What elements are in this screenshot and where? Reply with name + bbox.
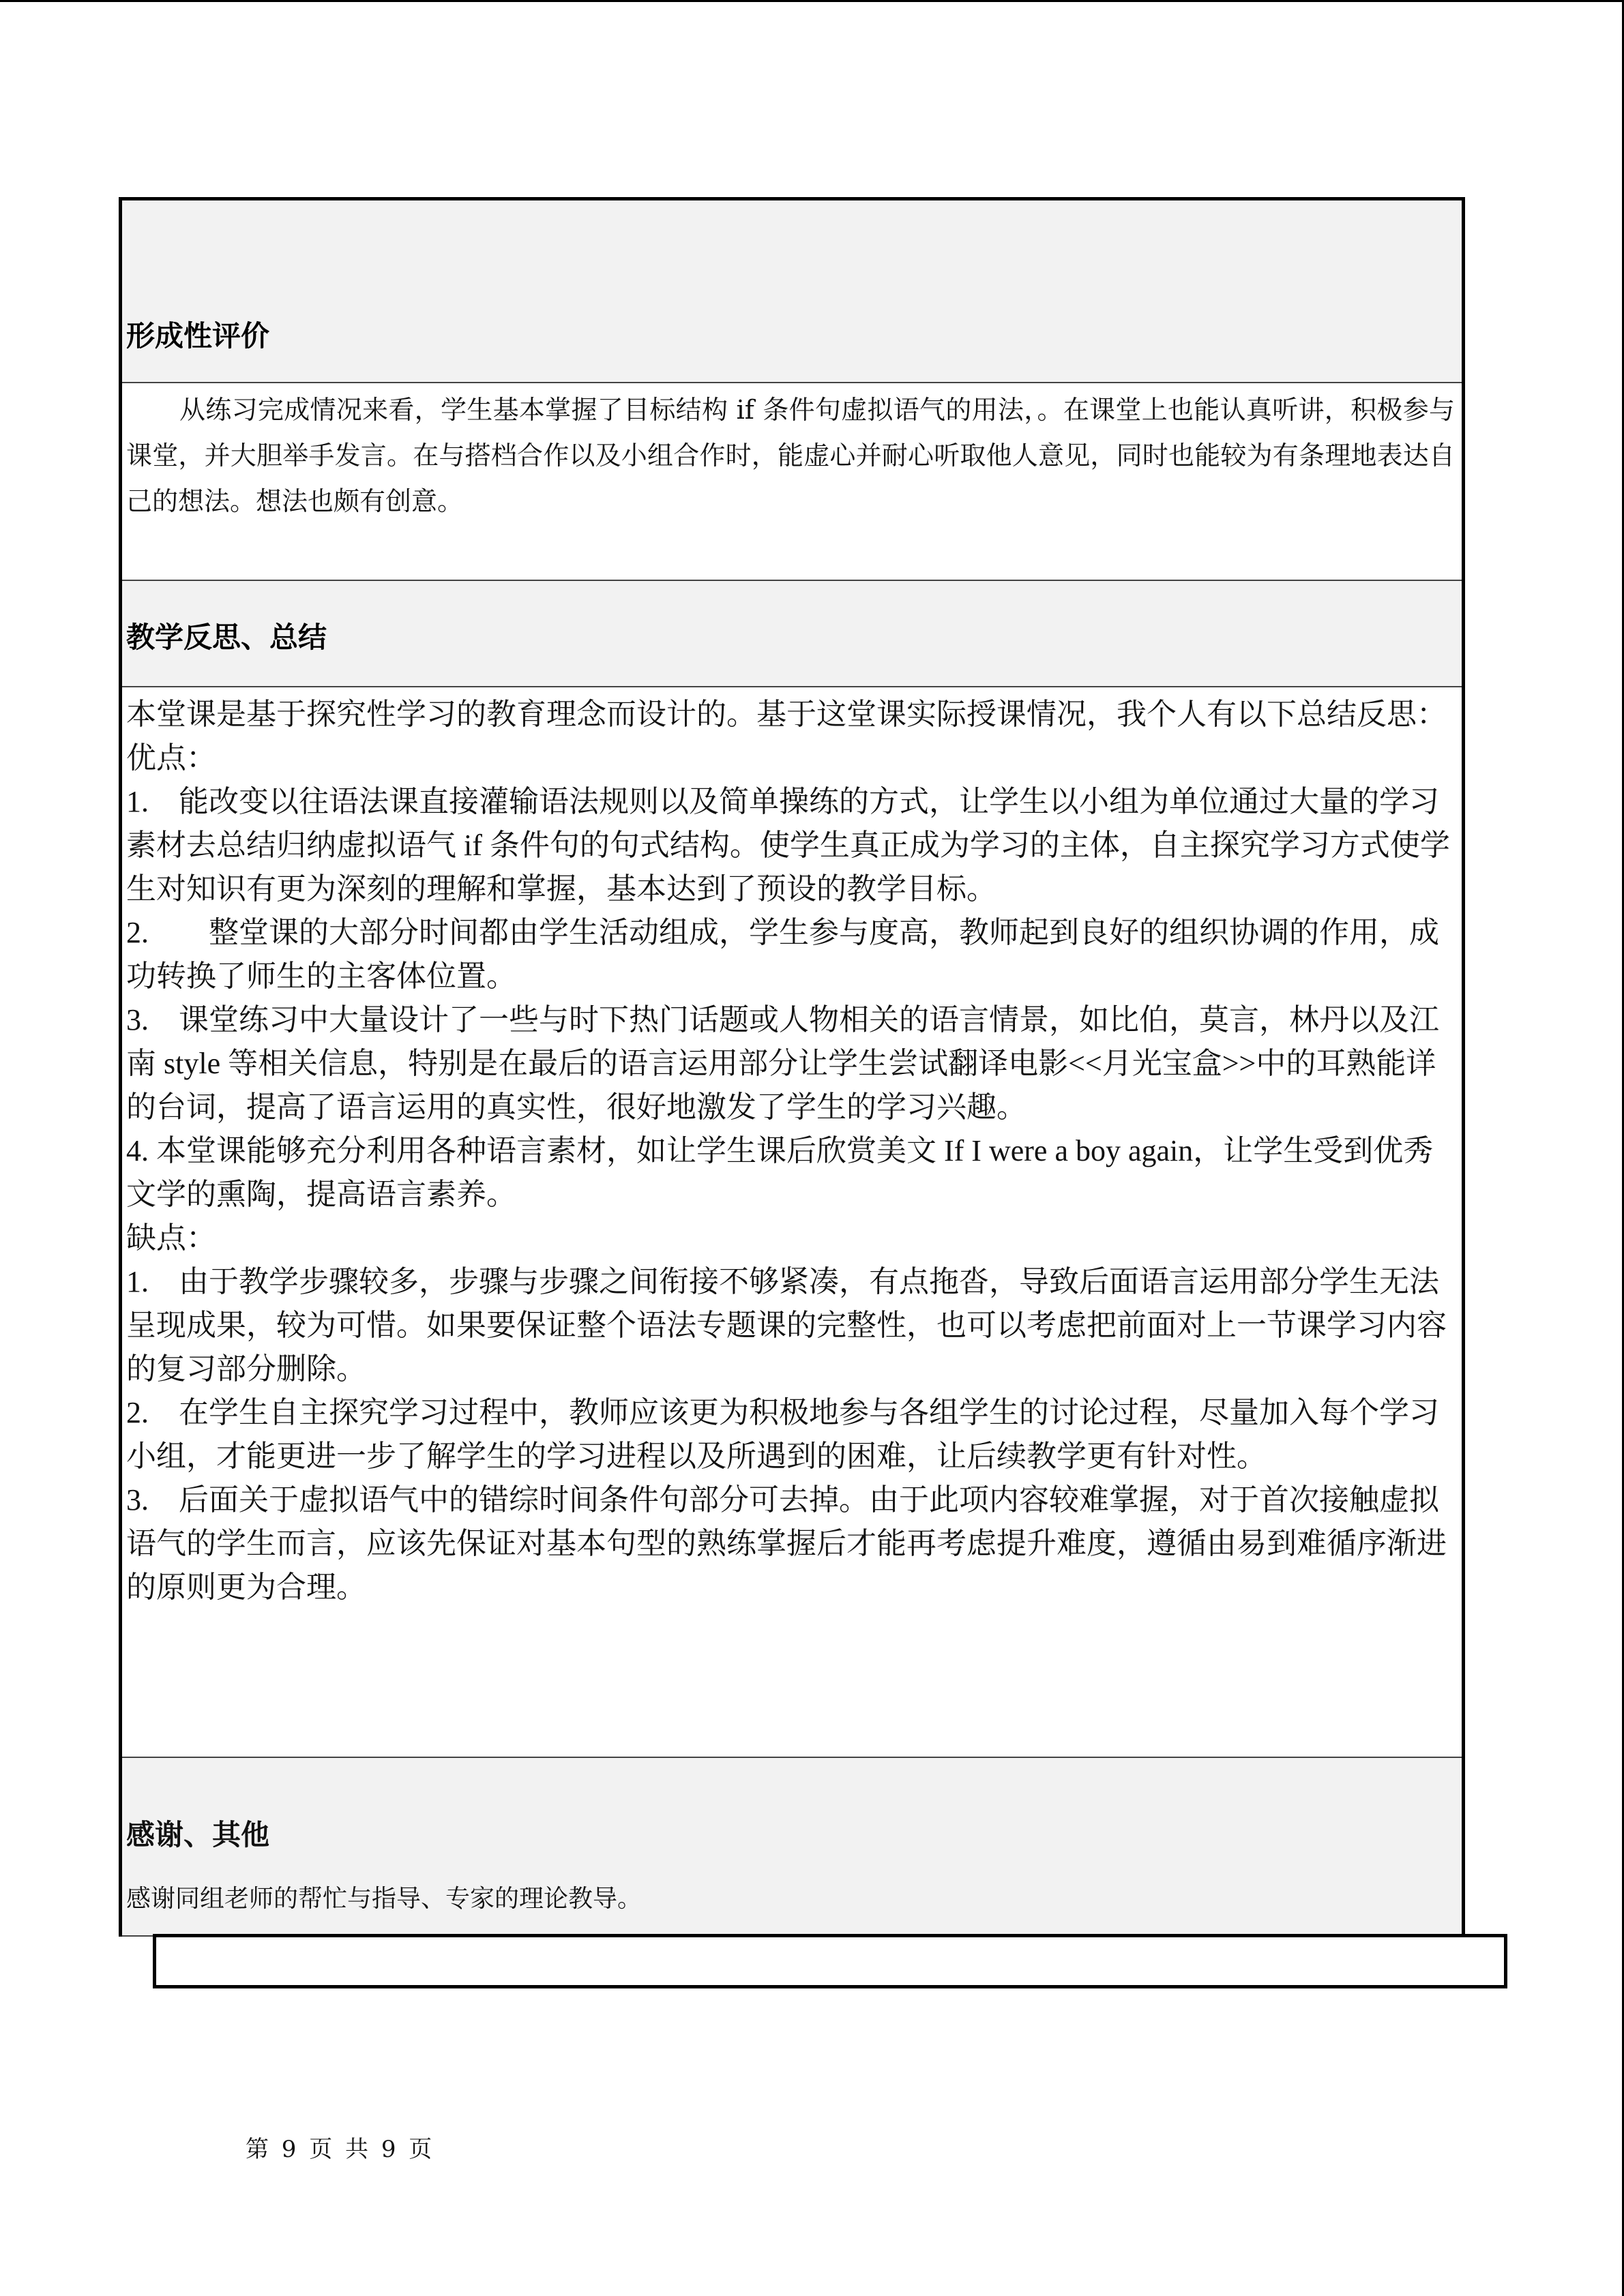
reflection-paragraph: 优点： bbox=[126, 741, 216, 775]
section-body-evaluation bbox=[122, 383, 1462, 581]
reflection-paragraph: 2. 整堂课的大部分时间都由学生活动组成，学生参与度高，教师起到良好的组织协调的作用，成功转换了师生的主客体位置。 bbox=[126, 916, 1439, 993]
document-table bbox=[119, 197, 1465, 1937]
section-header-reflection bbox=[122, 581, 1462, 687]
reflection-paragraph: 2. 在学生自主探究学习过程中，教师应该更为积极地参与各组学生的讨论过程，尽量加入每个学习小组，才能更进一步了解学生的学习进程以及所遇到的困难，让后续教学更有针对性。 bbox=[126, 1396, 1439, 1473]
section-title-evaluation: 形成性评价 bbox=[126, 319, 270, 353]
section-header-thanks bbox=[122, 1758, 1462, 1858]
thanks-text: 感谢同组老师的帮忙与指导、专家的理论教导。 bbox=[126, 1885, 643, 1913]
section-title-thanks: 感谢、其他 bbox=[126, 1818, 270, 1851]
reflection-paragraph: 3. 后面关于虚拟语气中的错综时间条件句部分可去掉。由于此项内容较难掌握，对于首次接触虚拟语气的学生而言，应该先保证对基本句型的熟练掌握后才能再考虑提升难度，遵循由易到难循序渐进的原则更为合理。 bbox=[126, 1483, 1447, 1604]
section-body-reflection bbox=[122, 687, 1462, 1758]
evaluation-text: 从练习完成情况来看，学生基本掌握了目标结构 if 条件句虚拟语气的用法，。在课堂上也能认真听讲，积极参与课堂，并大胆举手发言。在与搭档合作以及小组合作时，能虚心并耐心听取他人意见，同时也能较为有条理地表达自己的想法。想法也颇有创意。 bbox=[126, 395, 1455, 516]
reflection-paragraph: 1. 能改变以往语法课直接灌输语法规则以及简单操练的方式，让学生以小组为单位通过大量的学习素材去总结归纳虚拟语气 if 条件句的句式结构。使学生真正成为学习的主体，自主探究学习方式使学生对知识有更为深刻的理解和掌握，基本达到了预设的教学目标。 bbox=[126, 785, 1450, 906]
empty-bottom-box bbox=[153, 1934, 1507, 1988]
reflection-paragraph: 本堂课是基于探究性学习的教育理念而设计的。基于这堂课实际授课情况，我个人有以下总结反思： bbox=[126, 698, 1447, 731]
reflection-paragraph: 4. 本堂课能够充分利用各种语言素材，如让学生课后欣赏美文 If I were a boy again，让学生受到优秀文学的熏陶，提高语言素养。 bbox=[126, 1134, 1434, 1211]
reflection-paragraph: 缺点： bbox=[126, 1221, 216, 1255]
section-title-reflection: 教学反思、总结 bbox=[126, 621, 327, 654]
reflection-paragraph: 1. 由于教学步骤较多，步骤与步骤之间衔接不够紧凑，有点拖沓，导致后面语言运用部分学生无法呈现成果，较为可惜。如果要保证整个语法专题课的完整性，也可以考虑把前面对上一节课学习内容的复习部分删除。 bbox=[126, 1265, 1447, 1386]
section-header-evaluation bbox=[122, 200, 1462, 383]
section-thanks bbox=[122, 1758, 1462, 1937]
top-border-line bbox=[0, 0, 1624, 2]
reflection-text bbox=[122, 693, 1462, 1609]
reflection-paragraph: 3. 课堂练习中大量设计了一些与时下热门话题或人物相关的语言情景，如比伯，莫言，林丹以及江南 style 等相关信息，特别是在最后的语言运用部分让学生尝试翻译电影<<月光宝盒>>中的耳熟能详的台词，提高了语言运用的真实性，很好地激发了学生的学习兴趣。 bbox=[126, 1003, 1439, 1124]
page-number-footer: 第 9 页 共 9 页 bbox=[246, 2136, 435, 2163]
